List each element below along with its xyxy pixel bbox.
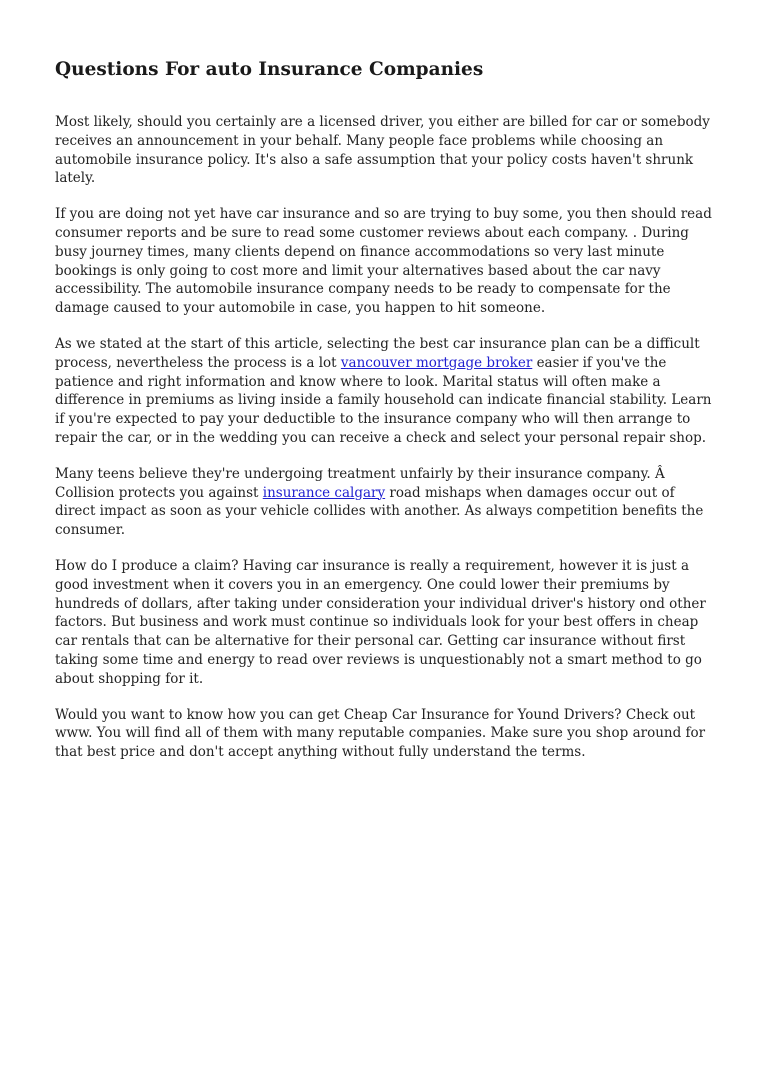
insurance-calgary-link[interactable]: insurance calgary [262,484,386,501]
paragraph-3 [55,335,718,448]
paragraph-4 [55,465,718,540]
paragraph-3-text-after: easier if you've the patience and right information and know where to look. Marital status will often make a difference in premiums as living inside a family household can indicate financial stability. Learn if you're expected to pay your deductible to the insurance company who will then arrange to repair the car, or in the wedding you can receive a check and select your personal repair shop. [55,354,712,446]
vancouver-mortgage-broker-link[interactable]: vancouver mortgage broker [340,354,533,371]
paragraph-5: How do I produce a claim? Having car insurance is really a requirement, however it is just a good investment when it covers you in an emergency. One could lower their premiums by hundreds of dollars, after taking under consideration your individual driver's history ond other factors. But business and work must continue so individuals look for your best offers in cheap car rentals that can be alternative for their personal car. Getting car insurance without first taking some time and energy to read over reviews is unquestionably not a smart method to go about shopping for it. [55,557,706,687]
paragraph-6: Would you want to know how you can get Cheap Car Insurance for Yound Drivers? Check out www. You will find all of them with many reputable companies. Make sure you shop around for that best price and don't accept anything without fully understand the terms. [55,706,706,761]
paragraph-1: Most likely, should you certainly are a licensed driver, you either are billed for car or somebody receives an announcement in your behalf. Many people face problems while choosing an automobile insurance policy. It's also a safe assumption that your policy costs haven't shrunk lately. [55,114,710,187]
paragraph-4-text-before: Many teens believe they're undergoing treatment unfairly by their insurance company. Â Collision protects you against [55,465,665,501]
paragraph-2: If you are doing not yet have car insurance and so are trying to buy some, you then should read consumer reports and be sure to read some customer reviews about each company. . During busy journey times, many clients depend on finance accommodations so very last minute bookings is only going to cost more and limit your alternatives based about the car navy accessibility. The automobile insurance company needs to be ready to compensate for the damage caused to your automobile in case, you happen to hit someone. [55,206,712,317]
document-title: Questions For auto Insurance Companies [55,59,484,80]
paragraph-3-text-before: As we stated at the start of this article, selecting the best car insurance plan can be a difficult process, nevertheless the process is a lot [55,336,700,371]
paragraph-4-text-after: road mishaps when damages occur out of direct impact as soon as your vehicle collides with another. As always competition benefits the consumer. [55,484,704,539]
